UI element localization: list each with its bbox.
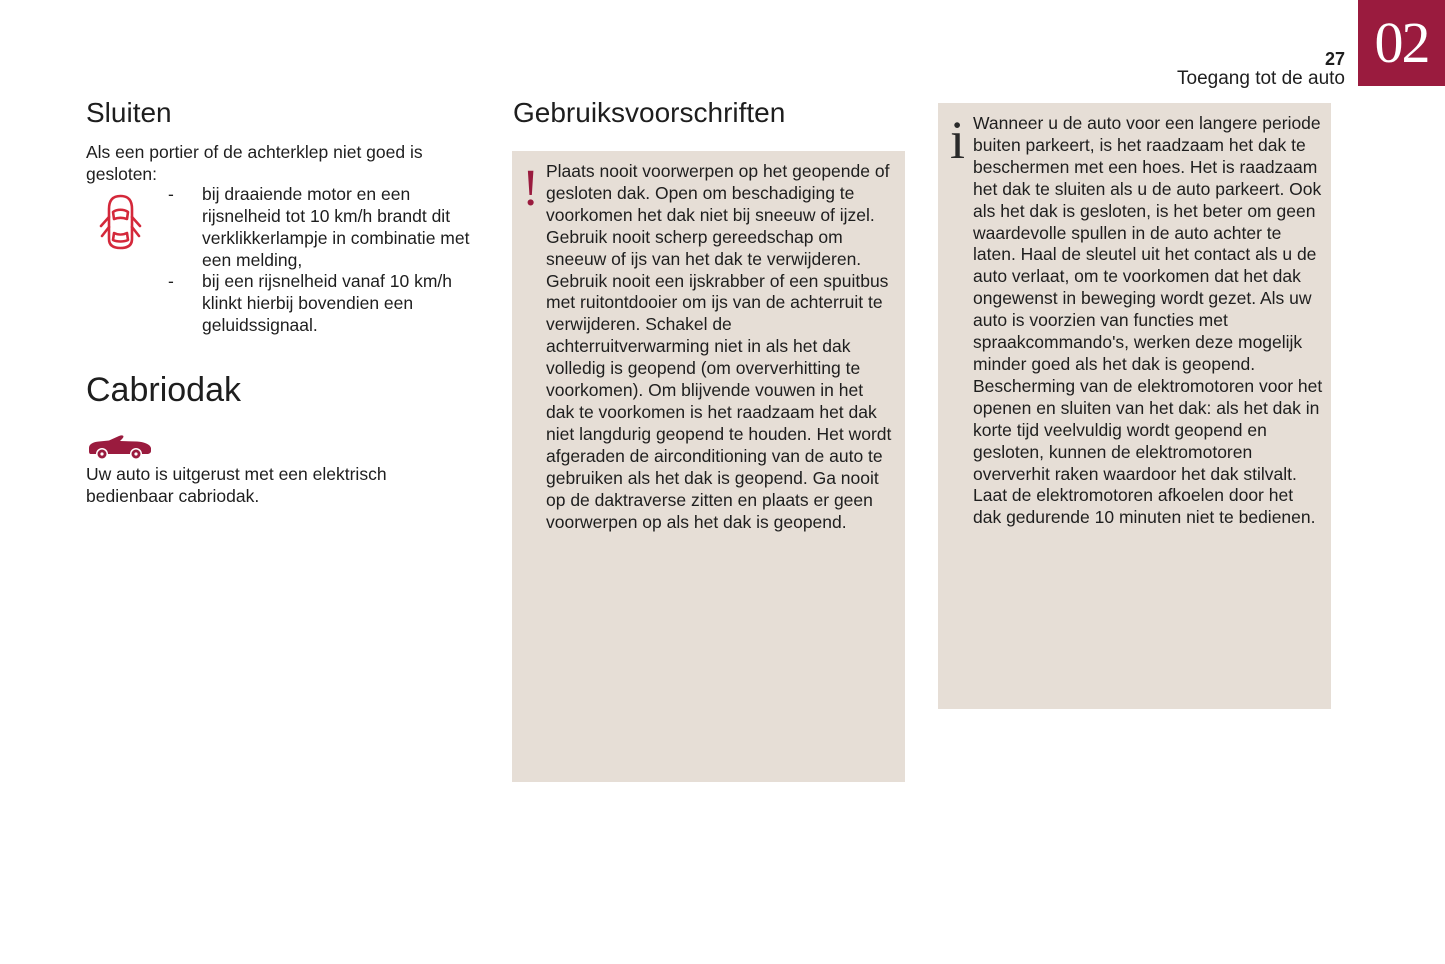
info-text: Wanneer u de auto voor een langere periode buiten parkeert, is het raadzaam het dak te beschermen met een hoes. Het is raadzaam het dak te sluiten als u de auto parkeert. Ook als het dak is gesloten, is het beter om geen waardevolle spullen in de auto achter te laten. Haal de sleutel uit het contact als u de auto verlaat, om te voorkomen dat het dak ongewenst in beweging wordt gezet. Als uw auto is voorzien van functies met spraakcommando's, werken deze mogelijk minder goed als het dak is geopend. Bescherming van de elektromotoren voor het openen en sluiten van het dak: als het dak in korte tijd veelvuldig wordt geopend en gesloten, kunnen de elektromotoren oververhit raken waardoor het dak stilvalt. Laat de elektromotoren afkoelen door het dak gedurende 10 minuten niet te bedienen. [973,113,1323,528]
info-box [938,103,1331,709]
convertible-car-icon [87,430,153,460]
bullet-text: bij draaiende motor en een rijsnelheid tot 10 km/h brandt dit verklikkerlampje in combinatie met een melding, [202,184,470,270]
bullet-dash: - [168,184,174,204]
sluiten-heading: Sluiten [86,97,172,128]
bullet-text: bij een rijsnelheid vanaf 10 km/h klinkt hierbij bovendien een geluidssignaal. [202,271,453,335]
warning-icon: ! [522,160,540,217]
chapter-number: 02 [1374,10,1429,75]
info-icon: i [950,110,966,170]
chapter-tab [1358,0,1445,86]
door-open-warning-icon [98,193,143,251]
bullet-dash: - [168,271,174,291]
warning-text: Plaats nooit voorwerpen op het geopende of gesloten dak. Open om beschadiging te voorkomen het dak niet bij sneeuw of ijzel. Gebruik nooit scherp gereedschap om sneeuw of ijs van het dak te verwijderen. Gebruik nooit een ijskrabber of een spuitbus met ruitontdooier om ijs van de achterruit te verwijderen. Schakel de achterruitverwarming niet in als het dak volledig is geopend (om oververhitting te voorkomen). Om blijvende vouwen in het dak te voorkomen is het raadzaam het dak niet langdurig geopend te houden. Het wordt afgeraden de airconditioning van de auto te gebruiken als het dak is geopend. Ga nooit op de daktraverse zitten en plaats er geen voorwerpen op als het dak is geopend. [546,161,892,532]
section-title: Toegang tot de auto [1177,68,1345,89]
sluiten-intro: Als een portier of de achterklep niet goed is gesloten: [86,142,423,184]
cabriodak-text: Uw auto is uitgerust met een elektrisch bedienbaar cabriodak. [86,464,387,506]
gebruik-heading: Gebruiksvoorschriften [513,97,786,128]
page-number: 27 [1324,49,1345,69]
cabriodak-heading: Cabriodak [86,371,241,409]
warning-box [512,151,905,782]
